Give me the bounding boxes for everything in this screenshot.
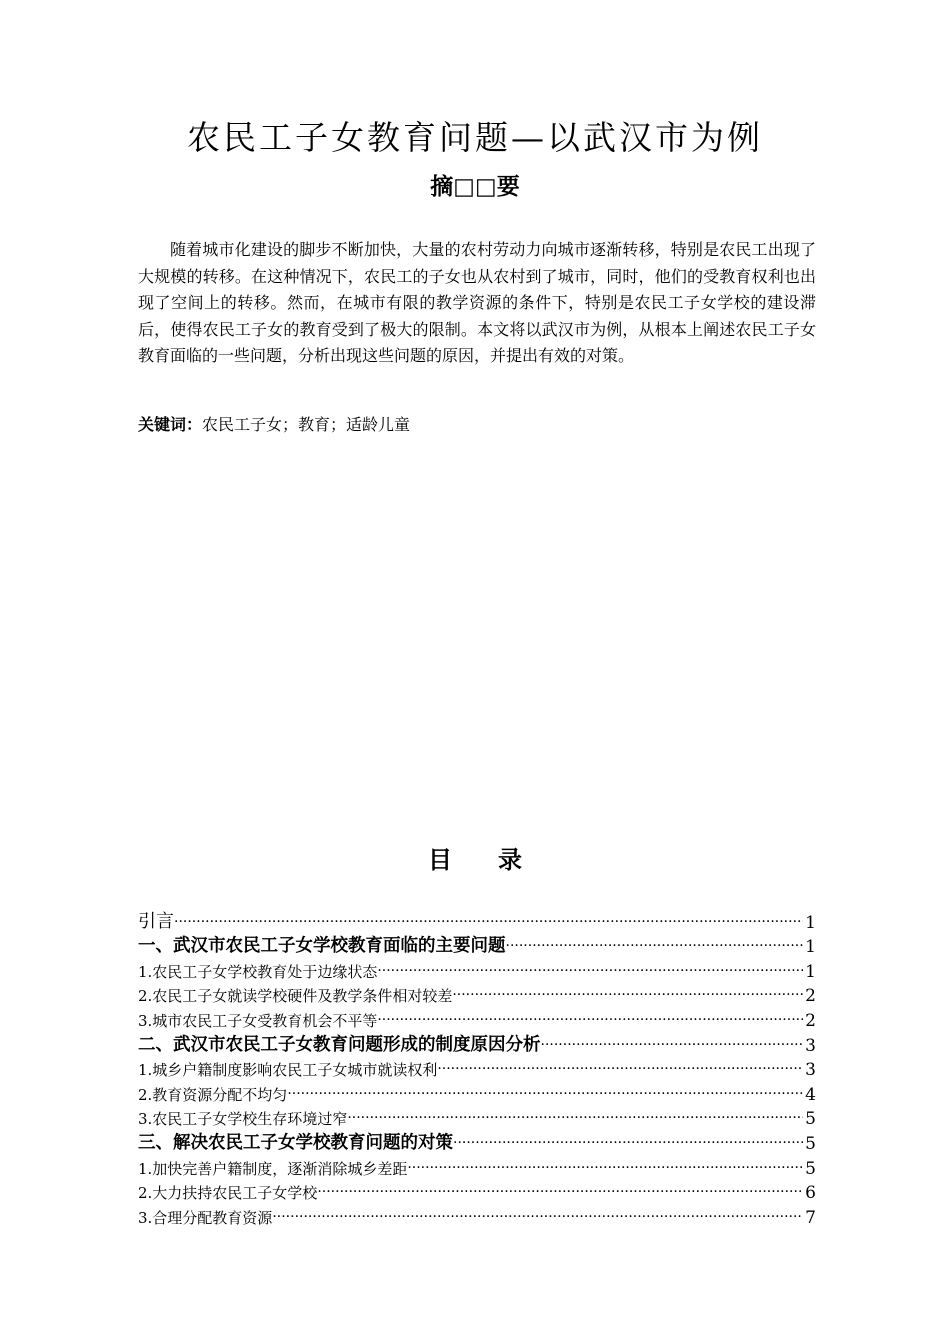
toc-leader-dots [407, 1158, 803, 1179]
toc-entry[interactable] [138, 1080, 816, 1105]
keywords-text: 农民工子女；教育；适龄儿童 [202, 415, 411, 434]
toc-leader-dots [437, 1059, 803, 1080]
toc-leader-dots [287, 1084, 803, 1105]
toc-heading [0, 842, 950, 878]
abstract-heading: 摘□□要 [430, 174, 520, 200]
toc-entry-page: 5 [805, 1109, 816, 1130]
toc-leader-dots [272, 1207, 803, 1228]
toc-leader-dots [317, 1182, 803, 1203]
toc-entry-title: 1.农民工子女学校教育处于边缘状态 [138, 962, 378, 981]
toc-entry[interactable] [138, 1056, 816, 1081]
toc-leader-dots [452, 985, 803, 1006]
toc-entry-title: 一、武汉市农民工子女学校教育面临的主要问题 [138, 936, 506, 957]
toc-entry[interactable] [138, 908, 816, 933]
toc-entry[interactable] [138, 1031, 816, 1056]
toc-entry-page: 4 [805, 1084, 816, 1105]
toc-entry[interactable] [138, 1179, 816, 1204]
toc-heading-char-2: 录 [498, 846, 522, 874]
toc-entry[interactable] [138, 1203, 816, 1228]
toc-entry-title: 引言 [138, 910, 174, 932]
toc-entry-page: 7 [805, 1207, 816, 1228]
toc-entry-title: 2.大力扶持农民工子女学校 [138, 1184, 318, 1203]
toc-leader-dots [453, 1133, 803, 1154]
toc-entry-title: 3.合理分配教育资源 [138, 1208, 273, 1227]
toc-entry-page: 3 [805, 1035, 816, 1056]
toc-leader-dots [174, 912, 803, 933]
toc-leader-dots [377, 1010, 803, 1031]
toc-entry-page: 5 [805, 1158, 816, 1179]
toc-entry-title: 2.农民工子女就读学校硬件及教学条件相对较差 [138, 987, 453, 1006]
toc-entry-page: 1 [805, 912, 816, 933]
toc-entry[interactable] [138, 933, 816, 958]
toc-entry-title: 二、武汉市农民工子女教育问题形成的制度原因分析 [138, 1034, 541, 1055]
toc-entry[interactable] [138, 1006, 816, 1031]
toc-entry[interactable] [138, 982, 816, 1007]
toc-entry[interactable] [138, 1129, 816, 1154]
toc-entry-title: 1.城乡户籍制度影响农民工子女城市就读权利 [138, 1061, 438, 1080]
toc-entry-page: 2 [805, 986, 816, 1007]
abstract-body: 随着城市化建设的脚步不断加快，大量的农村劳动力向城市逐渐转移，特别是农民工出现了大规模的转移。在这种情况下，农民工的子女也从农村到了城市，同时，他们的受教育权利也出现了空间上的转移。然而，在城市有限的教学资源的条件下，特别是农民工子女学校的建设滞后，使得农民工子女的教育受到了极大的限制。本文将以武汉市为例，从根本上阐述农民工子女教育面临的一些问题，分析出现这些问题的原因，并提出有效的对策。 [138, 240, 816, 365]
toc-entry-page: 5 [805, 1133, 816, 1154]
table-of-contents [138, 908, 816, 1228]
toc-entry-title: 1.加快完善户籍制度，逐渐消除城乡差距 [138, 1159, 408, 1178]
keywords-line [138, 412, 410, 438]
toc-entry-page: 1 [805, 961, 816, 982]
document-title: 农民工子女教育问题—以武汉市为例 [187, 118, 763, 157]
toc-entry-title: 3.城市农民工子女受教育机会不平等 [138, 1011, 378, 1030]
toc-entry-page: 6 [805, 1183, 816, 1204]
toc-leader-dots [541, 1035, 804, 1056]
toc-entry-page: 1 [805, 937, 816, 958]
toc-leader-dots [347, 1108, 803, 1129]
toc-leader-dots [377, 961, 803, 982]
toc-entry[interactable] [138, 1105, 816, 1130]
toc-entry[interactable] [138, 957, 816, 982]
toc-entry[interactable] [138, 1154, 816, 1179]
toc-entry-page: 2 [805, 1010, 816, 1031]
toc-entry-title: 3.农民工子女学校生存环境过窄 [138, 1110, 348, 1129]
keywords-label: 关键词： [138, 415, 203, 434]
toc-entry-title: 三、解决农民工子女学校教育问题的对策 [138, 1132, 453, 1153]
toc-entry-title: 2.教育资源分配不均匀 [138, 1085, 288, 1104]
toc-leader-dots [506, 936, 804, 957]
toc-entry-page: 3 [805, 1060, 816, 1081]
toc-heading-char-1: 目 [428, 846, 452, 874]
